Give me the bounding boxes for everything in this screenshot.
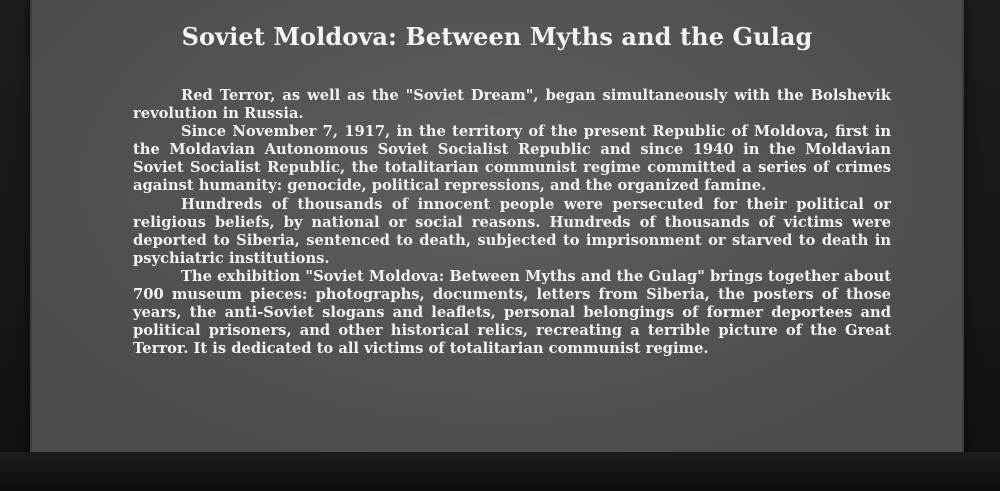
paragraph-exhibition: The exhibition "Soviet Moldova: Between Myths and the Gulag" brings together about 700 museum pieces: photographs, documents, letters from Siberia, the posters of those years, the anti-Soviet slogans and leaflets, personal belongings of former deportees and political prisoners, and other historical relics, recreating a terrible picture of the Great Terror. It is dedicated to all victims of totalitarian communist regime.: [133, 267, 891, 358]
paragraph-red-terror: Red Terror, as well as the "Soviet Dream", began simultaneously with the Bolshevik revolution in Russia.: [133, 87, 891, 123]
panel-base: [0, 452, 1000, 491]
paragraph-since-1917: Since November 7, 1917, in the territory of the present Republic of Moldova, first in the Moldavian Autonomous Soviet Socialist Republic and since 1940 in the Moldavian Soviet Socialist Republic, the totalitarian communist regime committed a series of crimes against humanity: genocide, political repressions, and the organized famine.: [133, 123, 891, 195]
panel-title: Soviet Moldova: Between Myths and the Gulag: [181, 22, 813, 51]
paragraph-persecution: Hundreds of thousands of innocent people were persecuted for their political or religious beliefs, by national or social reasons. Hundreds of thousands of victims were deported to Siberia, sentenced to death, subjected to imprisonment or starved to death in psychiatric institutions.: [133, 195, 891, 267]
panel-text: [133, 87, 891, 358]
exhibition-panel: [30, 0, 964, 454]
